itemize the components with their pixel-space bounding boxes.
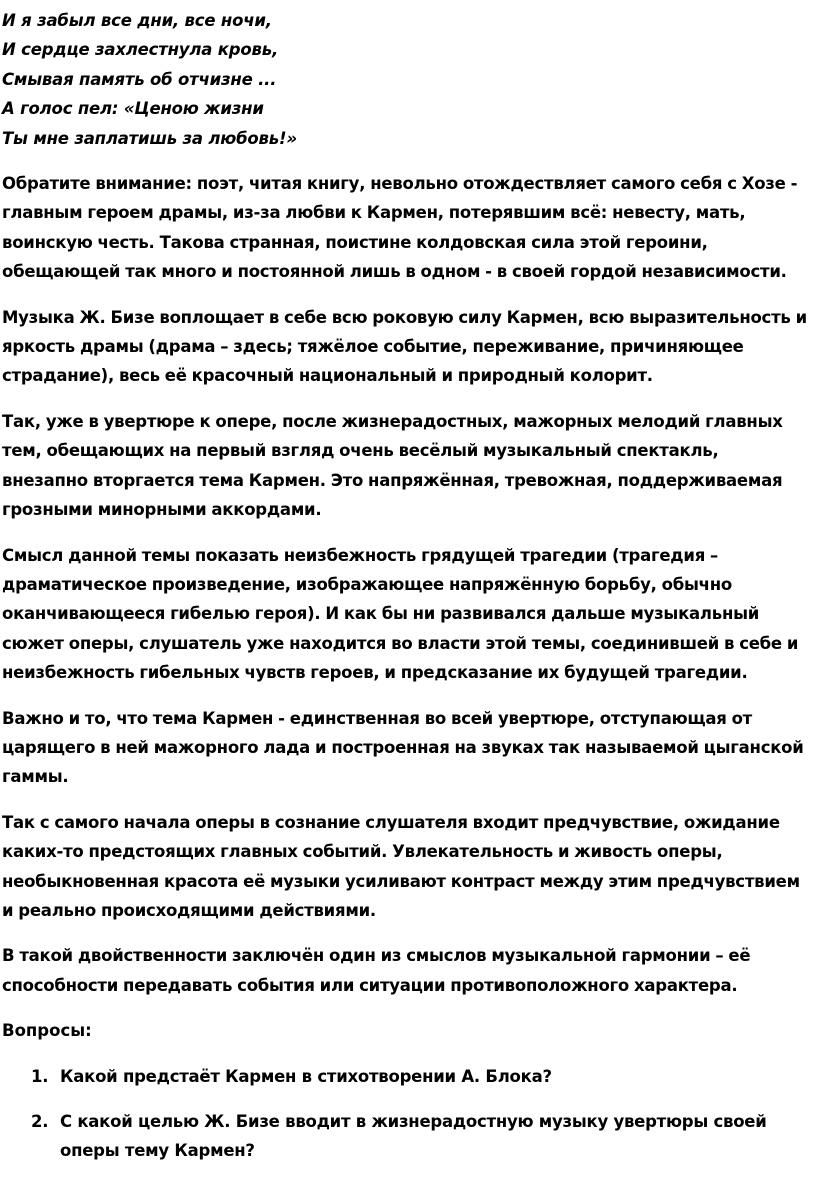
spacer — [2, 525, 816, 541]
paragraph: В такой двойственности заключён один из смыслов музыкальной гармонии – её способности передавать события или ситуации противоположного характера. — [2, 946, 751, 995]
paragraph: Важно и то, что тема Кармен - единственная во всей увертюре, отступающая от царящего в ней мажорного лада и построенная на звуках так называемой цыганской гаммы. — [2, 708, 804, 787]
questions-list — [2, 1062, 816, 1166]
spacer — [2, 792, 816, 808]
paragraph: Так, уже в увертюре к опере, после жизнерадостных, мажорных мелодий главных тем, обещающих на первый взгляд очень весёлый музыкальный спектакль, внезапно вторгается тема Кармен. Это напряжённая, тревожная, поддерживаемая грозными минорными аккордами. — [2, 411, 783, 520]
question-text: С какой целью Ж. Бизе вводит в жизнерадостную музыку увертюры своей оперы тему Кармен? — [60, 1112, 767, 1161]
poem-line: И я забыл все дни, все ночи, — [2, 11, 272, 30]
spacer — [2, 391, 816, 407]
poem-line: И сердце захлестнула кровь, — [2, 40, 279, 60]
poem-line: А голос пел: «Ценою жизни — [2, 99, 264, 119]
paragraph: Музыка Ж. Бизе воплощает в себе всю роковую силу Кармен, всю выразительность и яркость драмы (драма – здесь; тяжёлое событие, переживание, причиняющее страдание), весь её красочный национальный и природный колорит. — [2, 307, 807, 386]
spacer — [2, 153, 816, 169]
poem-excerpt — [2, 0, 816, 153]
paragraph: Смысл данной темы показать неизбежность грядущей трагедии (трагедия – драматическое произведение, изображающее напряжённую борьбу, обычно оканчивающееся гибелью героя). И как бы ни развивался дальше музыкальный сюжет оперы, слушатель уже находится во власти этой темы, соединившей в себе и неизбежность гибельных чувств героев, и предсказание их будущей трагедии. — [2, 545, 799, 683]
poem-line: Смывая память об отчизне ... — [2, 69, 277, 89]
question-text: Какой предстаёт Кармен в стихотворении А. Блока? — [60, 1066, 552, 1086]
spacer — [2, 1046, 816, 1062]
poem-line: Ты мне заплатишь за любовь!» — [2, 128, 297, 148]
question-item — [2, 1062, 808, 1091]
spacer — [2, 688, 816, 704]
spacer — [2, 925, 816, 941]
question-number: 1. — [31, 1066, 49, 1086]
spacer — [2, 287, 816, 303]
spacer — [2, 1000, 816, 1016]
questions-heading: Вопросы: — [2, 1021, 92, 1041]
spacer — [2, 1091, 816, 1107]
paragraph: Обратите внимание: поэт, читая книгу, невольно отождествляет самого себя с Хозе - главным героем драмы, из-за любви к Кармен, потерявшим всё: невесту, мать, воинскую честь. Такова странная, поистине колдовская сила этой героини, обещающей так много и постоянной лишь в одном - в своей гордой независимости. — [2, 174, 798, 282]
question-item — [2, 1107, 808, 1166]
question-number: 2. — [31, 1112, 49, 1131]
paragraph: Так с самого начала оперы в сознание слушателя входит предчувствие, ожидание каких-то предстоящих главных событий. Увлекательность и живость оперы, необыкновенная красота её музыки усиливают контраст между этим предчувствием и реально происходящими действиями. — [2, 812, 800, 920]
